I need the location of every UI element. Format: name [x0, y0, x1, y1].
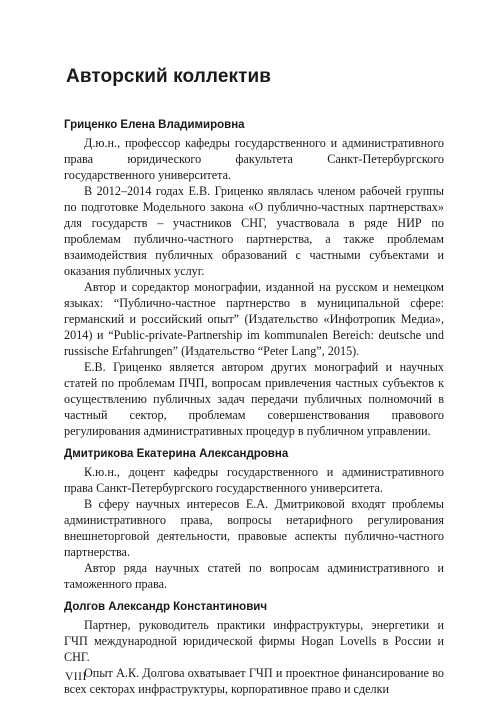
- author-paragraph: Д.ю.н., профессор кафедры государственного и административного права юридического факультета Санкт-Петербургского государственного университета.: [64, 136, 444, 182]
- author-paragraph: Автор и соредактор монографии, изданной на русском и немецком языках: “Публично-частное партнерство в муниципальной сфере: германский и российский опыт” (Издательство «Инфотропик Медиа», 2014) и “Public-private-Partnership im kommunalen Bereich: deutsche und russische Erfahrungen” (Издательство “Peter Lang”, 2015).: [64, 280, 444, 358]
- author-name: Долгов Александр Константинович: [64, 601, 268, 613]
- author-paragraph: Автор ряда научных статей по вопросам административного и таможенного права.: [64, 561, 444, 591]
- author-paragraph: Опыт А.К. Долгова охватывает ГЧП и проектное финансирование во всех секторах инфраструктуры, корпоративное право и сделки: [64, 666, 444, 696]
- page-title: Авторский коллектив: [66, 66, 272, 87]
- author-list: [64, 118, 444, 705]
- author-entry-dolgov: [64, 600, 444, 697]
- author-paragraph: В 2012–2014 годах Е.В. Гриценко являлась членом рабочей группы по подготовке Модельного закона «О публично-частных партнерствах» для государств – участников СНГ, участвовала в ряде НИР по проблемам публично-частного партнерства, а также проблемам взаимодействия публичных образований с частными субъектами и оказания публичных услуг.: [64, 184, 444, 278]
- author-paragraph: В сферу научных интересов Е.А. Дмитриковой входят проблемы административного права, вопросы нетарифного регулирования внешнеторговой деятельности, правовые аспекты публично-частного партнерства.: [64, 497, 444, 559]
- author-name: Гриценко Елена Владимировна: [64, 119, 245, 131]
- author-entry-dmitrikova: [64, 447, 444, 592]
- author-entry-gritsenko: [64, 118, 444, 439]
- author-paragraph: Е.В. Гриценко является автором других монографий и научных статей по проблемам ПЧП, вопросам привлечения частных субъектов к осуществлению публичных задач передачи публичных полномочий в частный сектор, проблемам совершенствования правового регулирования административных процедур в публичном управлении.: [64, 360, 444, 438]
- page-number: VIII: [65, 671, 87, 683]
- author-paragraph: Партнер, руководитель практики инфраструктуры, энергетики и ГЧП международной юридической фирмы Hogan Lovells в России и СНГ.: [64, 618, 444, 664]
- author-name: Дмитрикова Екатерина Александровна: [64, 448, 289, 460]
- author-paragraph: К.ю.н., доцент кафедры государственного и административного права Санкт-Петербургского государственного университета.: [64, 465, 444, 495]
